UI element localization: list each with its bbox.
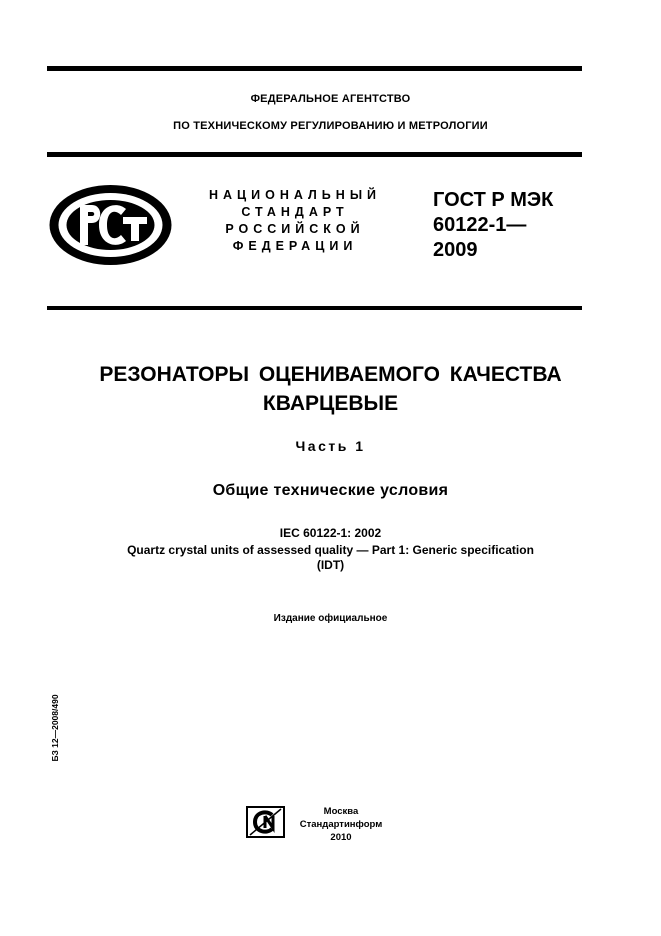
document-subtitle: Общие технические условия: [212, 482, 449, 499]
designation-line2: 60122-1—: [433, 214, 527, 236]
national-standard-line: НАЦИОНАЛЬНЫЙ: [208, 188, 382, 202]
edition-note: Издание официальное: [273, 613, 388, 624]
agency-name-line1: ФЕДЕРАЛЬНОЕ АГЕНТСТВО: [250, 93, 411, 105]
publisher-name: Стандартинформ: [299, 819, 383, 830]
publisher-info: [297, 805, 385, 844]
rst-mark-icon: [47, 183, 174, 267]
iec-title: Quartz crystal units of assessed quality — Part 1: Generic specification: [127, 543, 534, 557]
iec-reference: IEC 60122-1: 2002: [279, 526, 382, 540]
side-code: БЗ 12—2008/490: [50, 694, 60, 762]
standard-designation: [433, 188, 553, 263]
iec-equivalence: (IDT): [316, 558, 345, 572]
document-title-line2: КВАРЦЕВЫЕ: [262, 392, 399, 415]
middle-rule: [47, 152, 582, 157]
national-standard-label: [200, 187, 390, 255]
publisher-city: Москва: [323, 806, 359, 817]
agency-name-line2: ПО ТЕХНИЧЕСКОМУ РЕГУЛИРОВАНИЮ И МЕТРОЛОГИИ: [173, 120, 488, 132]
standartinform-logo-icon: [246, 806, 285, 838]
national-standard-line: РОССИЙСКОЙ: [225, 222, 365, 236]
national-standard-line: СТАНДАРТ: [241, 205, 349, 219]
designation-line1: ГОСТ Р МЭК: [433, 189, 554, 211]
top-rule: [47, 66, 582, 71]
publication-year: 2010: [330, 832, 352, 843]
designation-line3: 2009: [433, 239, 478, 261]
bottom-rule: [47, 306, 582, 310]
national-standard-line: ФЕДЕРАЦИИ: [232, 239, 358, 253]
part-label: Часть 1: [295, 438, 366, 454]
document-title-line1: РЕЗОНАТОРЫ ОЦЕНИВАЕМОГО КАЧЕСТВА: [99, 363, 562, 386]
